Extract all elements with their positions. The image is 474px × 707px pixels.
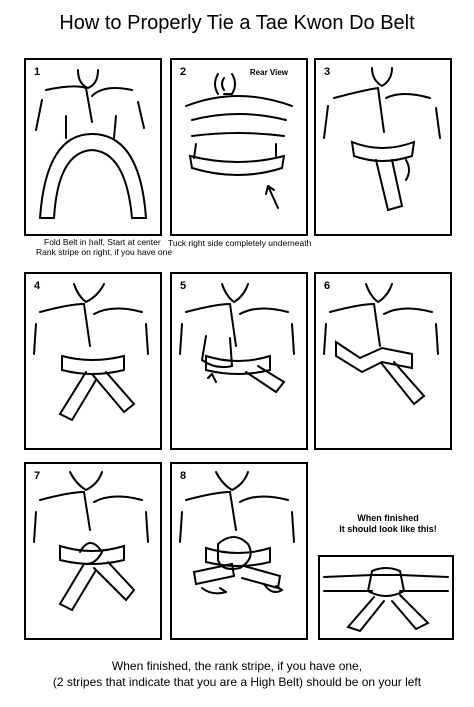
step-1-caption bbox=[36, 237, 172, 257]
step-number: 7 bbox=[34, 470, 41, 482]
step-number: 5 bbox=[180, 280, 187, 292]
finished-knot-illustration bbox=[320, 557, 452, 638]
step-number: 2 bbox=[180, 66, 187, 78]
step-2-panel bbox=[170, 58, 308, 236]
step-6-illustration bbox=[316, 274, 450, 448]
page-title: How to Properly Tie a Tae Kwon Do Belt bbox=[59, 12, 415, 34]
step-1-panel bbox=[24, 58, 162, 236]
finished-note-line2: It should look like this! bbox=[339, 524, 437, 534]
step-number: 3 bbox=[324, 66, 331, 78]
step-2-illustration bbox=[172, 60, 306, 234]
footer-line1: When finished, the rank stripe, if you have one, bbox=[111, 659, 363, 673]
step-6-panel bbox=[314, 272, 452, 450]
finished-belt-panel bbox=[318, 555, 454, 640]
step-number: 6 bbox=[324, 280, 331, 292]
step-4-illustration bbox=[26, 274, 160, 448]
step-3-panel bbox=[314, 58, 452, 236]
step-3-illustration bbox=[316, 60, 450, 234]
rear-view-label: Rear View bbox=[249, 68, 288, 77]
step-number: 1 bbox=[34, 66, 41, 78]
step-number: 4 bbox=[34, 280, 41, 292]
step-2-caption: Tuck right side completely underneath bbox=[168, 238, 312, 248]
footer-line2: (2 stripes that indicate that you are a High Belt) should be on your left bbox=[52, 675, 422, 689]
step-1-caption-line2: Rank stripe on right, if you have one bbox=[36, 247, 173, 257]
finished-note-line1: When finished bbox=[357, 513, 419, 523]
step-number: 8 bbox=[180, 470, 187, 482]
step-5-illustration bbox=[172, 274, 306, 448]
step-8-illustration bbox=[172, 464, 306, 638]
step-5-panel bbox=[170, 272, 308, 450]
step-8-panel bbox=[170, 462, 308, 640]
step-7-panel bbox=[24, 462, 162, 640]
finished-note bbox=[313, 513, 463, 535]
step-4-panel bbox=[24, 272, 162, 450]
step-7-illustration bbox=[26, 464, 160, 638]
step-1-illustration bbox=[26, 60, 160, 234]
step-1-caption-line1: Fold Belt in half, Start at center bbox=[44, 237, 161, 247]
